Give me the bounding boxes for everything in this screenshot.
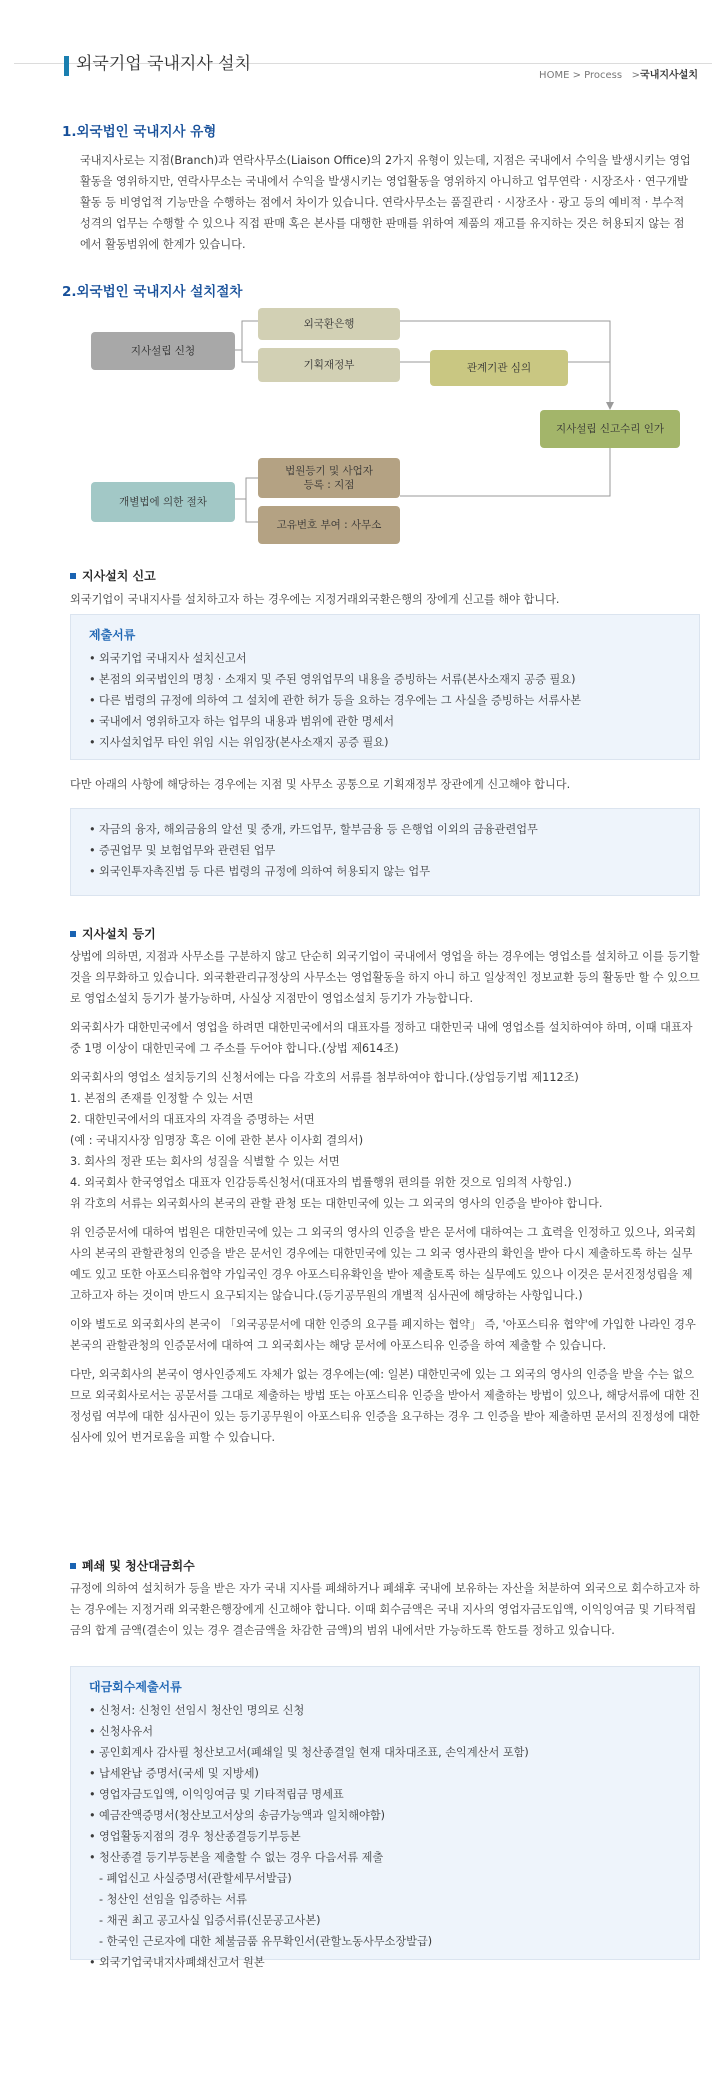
paragraph: 상법에 의하면, 지점과 사무소를 구분하지 않고 단순히 외국기업이 국내에서 영업을 하는 경우에는 영업소를 설치하고 이를 등기할 것을 의무화하고 있습니다. 외국환관리규정상의 사무소는 영업활동을 하지 아니 하고 일상적인 정보교환 등의 활동만 할 수 있으므로 영업소설치 등기가 불가능하며, 사실상 지점만이 영업소설치 등기가 가능합니다. xyxy=(70,950,700,1005)
arrow-head xyxy=(606,402,614,410)
subsection-title: 지사설치 등기 xyxy=(82,927,156,941)
page-title: 외국기업 국내지사 설치 xyxy=(76,54,252,74)
node-branch-approval: 지사설립 신고수리 인가 xyxy=(540,410,680,448)
node-branch-application: 지사설립 신청 xyxy=(91,332,235,370)
page-header xyxy=(14,0,712,81)
list-item: • 공인회계사 감사필 청산보고서(폐쇄일 및 청산종결일 현재 대차대조표, 손익계산서 포함) xyxy=(89,1742,681,1763)
list-item: • 외국인투자촉진법 등 다른 법령의 규정에 의하여 허용되지 않는 업무 xyxy=(89,861,681,882)
paragraph: 다만, 외국회사의 본국이 영사인증제도 자체가 없는 경우에는(예: 일본) 대한민국에 있는 그 외국의 영사의 인증을 받을 수는 없으므로 외국회사로서는 공문서를 그대로 제출하는 방법 또는 아포스티유 인증을 받아서 제출하는 방법이 있으나, 해당서류에 대한 진정성립 여부에 대한 심사권이 있는 등기공무원이 아포스티유 인증을 요구하는 경우 그 인증을 받아 제출하면 문서의 진정성에 대한 심사에 있어 번거로움을 피할 수 있습니다. xyxy=(70,1368,700,1444)
list-subitem: - 채권 최고 공고사실 입증서류(신문공고사본) xyxy=(99,1914,321,1927)
list-item: 2. 대한민국에서의 대표자의 자격을 증명하는 서면 xyxy=(70,1113,315,1126)
list-subitem: - 폐업신고 사실증명서(관할세무서발급) xyxy=(99,1872,292,1885)
list-item: • 지사설치업무 타인 위임 시는 위임장(본사소재지 공증 필요) xyxy=(89,732,681,753)
restricted-items-box xyxy=(70,808,700,896)
list-item: • 증권업무 및 보험업무와 관련된 업무 xyxy=(89,840,681,861)
list-item: • 납세완납 증명서(국세 및 지방세) xyxy=(89,1763,681,1784)
connector-line xyxy=(235,321,258,350)
required-documents-box xyxy=(70,614,700,760)
paragraph: 외국회사가 대한민국에서 영업을 하려면 대한민국에서의 대표자를 정하고 대한민국 내에 영업소를 설치하여야 하며, 이때 대표자중 1명 이상이 대한민국에 그 주소를 두어야 합니다.(상법 제614조) xyxy=(70,1021,693,1055)
chevron-right-icon: > xyxy=(572,70,581,81)
section-branch-types xyxy=(62,122,692,255)
section-title: 1.외국법인 국내지사 유형 xyxy=(62,124,217,140)
paragraph: 이와 별도로 외국회사의 본국이 「외국공문서에 대한 인증의 요구를 폐지하는 협약」 즉, '아포스티유 협약'에 가입한 나라인 경우 본국의 관할관청의 인증문서에 대하여 그 외국회사는 해당 문서에 아포스티유 인증을 하여 제출할 수 있습니다. xyxy=(70,1318,696,1352)
paragraph: 위 인증문서에 대하여 법원은 대한민국에 있는 그 외국의 영사의 인증을 받은 문서에 대하여는 그 효력을 인정하고 있으나, 외국회사의 본국의 관할관청의 인증을 받은 문서인 경우에는 대한민국에 있는 그 외국 영사관의 확인을 받아 다시 제출하도록 하는 실무예도 있고 또한 아포스티유협약 가입국인 경우 아포스티유확인을 받아 제출토록 하는 실무예도 있으나 이것은 문서진정성립을 제고하고자 하는 것이며 반드시 요구되지는 않습니다.(등기공무원의 개별적 심사권에 해당하는 사항입니다.) xyxy=(70,1226,696,1302)
closure-section xyxy=(70,1556,700,1641)
node-agency-review: 관계기관 심의 xyxy=(430,350,568,386)
list-item: 4. 외국회사 한국영업소 대표자 인감등록신청서(대표자의 법률행위 편의를 위한 것으로 임의적 사항임.) xyxy=(70,1176,572,1189)
title-accent-bar xyxy=(64,56,69,76)
list-item: 1. 본점의 존재를 인정할 수 있는 서면 xyxy=(70,1092,254,1105)
breadcrumb xyxy=(539,66,698,86)
registration-section xyxy=(70,924,700,1448)
chevron-right-icon: > xyxy=(625,70,641,81)
box-title: 제출서류 xyxy=(89,628,136,642)
breadcrumb-current: 국내지사설치 xyxy=(640,70,698,81)
procedure-flowchart xyxy=(0,306,726,566)
node-court-registration: 법원등기 및 사업자 등록 : 지점 xyxy=(258,458,400,498)
paragraph: 위 각호의 서류는 외국회사의 본국의 관할 관청 또는 대한민국에 있는 그 외국의 영사의 인증을 받아야 합니다. xyxy=(70,1197,603,1210)
list-item: (예 : 국내지사장 임명장 혹은 이에 관한 본사 이사회 결의서) xyxy=(70,1134,364,1147)
box-title: 대금회수제출서류 xyxy=(89,1680,182,1694)
subsection-heading xyxy=(70,1556,700,1576)
square-bullet-icon xyxy=(70,931,76,937)
connector-line xyxy=(242,350,258,362)
node-id-number: 고유번호 부여 : 사무소 xyxy=(258,506,400,544)
subsection-title: 폐쇄 및 청산대금회수 xyxy=(82,1559,195,1573)
node-individual-law-procedure: 개별법에 의한 절차 xyxy=(91,482,235,522)
connector-line xyxy=(400,442,610,496)
list-item: • 영업활동지점의 경우 청산종결등기부등본 xyxy=(89,1826,681,1847)
refund-documents-box xyxy=(70,1666,700,1969)
list-item: • 외국기업국내지사폐쇄신고서 원본 xyxy=(89,1952,681,1973)
subsection-title: 지사설치 신고 xyxy=(82,569,156,583)
list-subitem: - 청산인 선임을 입증하는 서류 xyxy=(99,1893,247,1906)
node-ministry-of-finance: 기획재정부 xyxy=(258,348,400,382)
list-item: 3. 회사의 정관 또는 회사의 성질을 식별할 수 있는 서면 xyxy=(70,1155,340,1168)
paragraph: 규정에 의하여 설치허가 등을 받은 자가 국내 지사를 폐쇄하거나 폐쇄후 국내에 보유하는 자산을 처분하여 외국으로 회수하고자 하는 경우에는 지정거래 외국환은행장에게 신고해야 합니다. 이때 회수금액은 국내 지사의 영업자금도입액, 이익잉여금 및 기타적립금의 합계 금액(결손이 있는 경우 결손금액을 차감한 금액)의 범위 내에서만 가능하도록 한도를 정하고 있습니다. xyxy=(70,1582,700,1637)
list-item: • 외국기업 국내지사 설치신고서 xyxy=(89,648,681,669)
section-title: 2.외국법인 국내지사 설치절차 xyxy=(62,284,243,300)
list-item: • 국내에서 영위하고자 하는 업무의 내용과 범위에 관한 명세서 xyxy=(89,711,681,732)
connector-line xyxy=(246,478,258,522)
list-item: • 신청서: 신청인 선임시 청산인 명의로 신청 xyxy=(89,1700,681,1721)
list-item: • 신청사유서 xyxy=(89,1721,681,1742)
report-note: 다만 아래의 사항에 해당하는 경우에는 지점 및 사무소 공통으로 기획재정부 장관에게 신고해야 합니다. xyxy=(70,778,571,791)
breadcrumb-home[interactable]: HOME xyxy=(539,70,570,81)
subsection-heading xyxy=(70,566,700,586)
subsection-heading xyxy=(70,924,700,944)
list-item: • 다른 법령의 규정에 의하여 그 설치에 관한 허가 등을 요하는 경우에는 그 사실을 증빙하는 서류사본 xyxy=(89,690,681,711)
section-body: 국내지사로는 지점(Branch)과 연락사무소(Liaison Office)의 2가지 유형이 있는데, 지점은 국내에서 수익을 발생시키는 영업활동을 영위하지만, 연락사무소는 국내에서 수익을 발생시키는 영업활동을 영위하지 아니하고 업무연락 · 시장조사 · 연구개발 활동 등 비영업적 기능만을 수행하는 점에서 차이가 있습니다. 연락사무소는 품질관리 · 시장조사 · 광고 등의 예비적 · 부수적 성격의 업무는 수행할 수 있으나 직접 판매 혹은 본사를 대행한 판매를 위하여 제품의 재고를 유지하는 것은 허용되지 않는 점에서 활동범위에 한계가 있습니다. xyxy=(80,154,691,251)
square-bullet-icon xyxy=(70,1563,76,1569)
list-item: • 자금의 융자, 해외금융의 알선 및 중개, 카드업무, 할부금융 등 은행업 이외의 금융관련업무 xyxy=(89,819,681,840)
list-item: • 예금잔액증명서(청산보고서상의 송금가능액과 일치해야함) xyxy=(89,1805,681,1826)
list-subitem: - 한국인 근로자에 대한 체불금품 유무확인서(관할노동사무소장발급) xyxy=(99,1935,433,1948)
list-item: • 청산종결 등기부등본을 제출할 수 없는 경우 다음서류 제출 xyxy=(89,1847,681,1868)
square-bullet-icon xyxy=(70,573,76,579)
breadcrumb-process[interactable]: Process xyxy=(584,70,623,81)
paragraph: 외국회사의 영업소 설치등기의 신청서에는 다음 각호의 서류를 첨부하여야 합니다.(상업등기법 제112조) xyxy=(70,1071,579,1084)
report-section xyxy=(70,566,700,610)
list-item: • 영업자금도입액, 이익잉여금 및 기타적립금 명세표 xyxy=(89,1784,681,1805)
report-intro: 외국기업이 국내지사를 설치하고자 하는 경우에는 지정거래외국환은행의 장에게 신고를 해야 합니다. xyxy=(70,593,560,606)
list-item: • 본점의 외국법인의 명칭 · 소재지 및 주된 영위업무의 내용을 증빙하는 서류(본사소재지 공증 필요) xyxy=(89,669,681,690)
node-foreign-exchange-bank: 외국환은행 xyxy=(258,308,400,340)
